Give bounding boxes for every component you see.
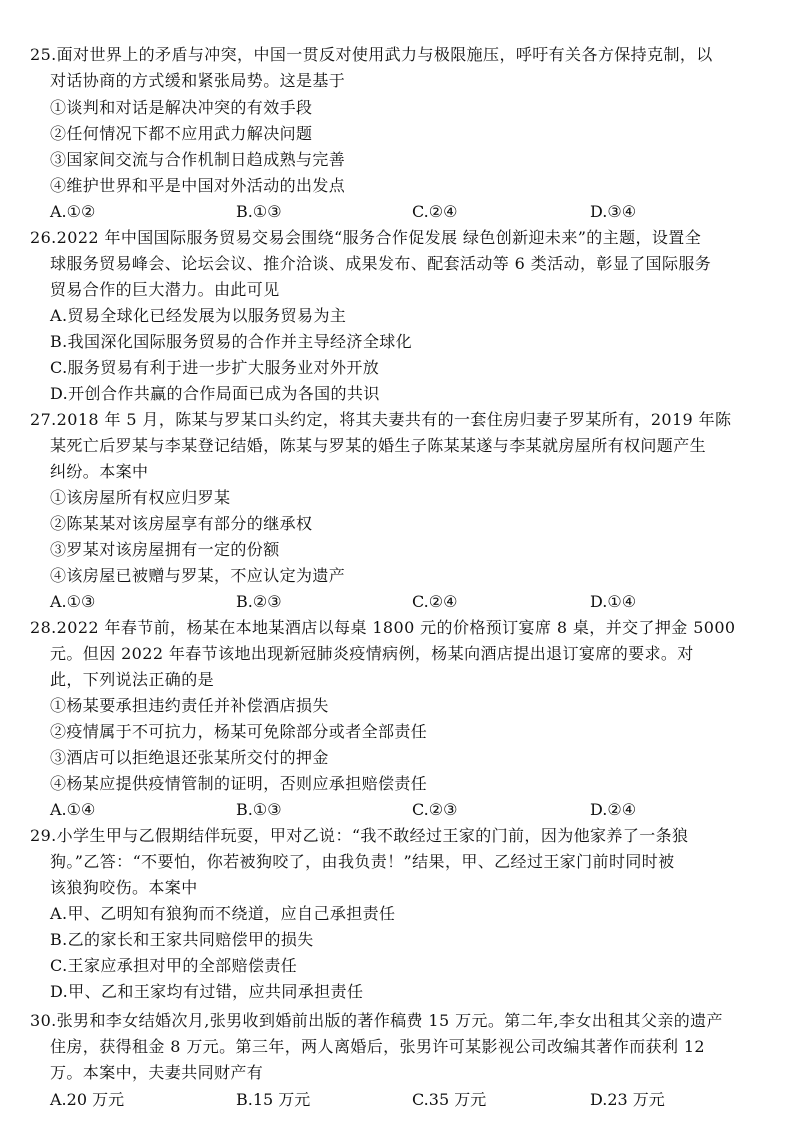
option-d[interactable]: D.③④ xyxy=(590,202,637,221)
statement-item: ①该房屋所有权应归罗某 xyxy=(50,488,231,507)
question-number: 30. xyxy=(30,1011,57,1030)
option-c[interactable]: C.王家应承担对甲的全部赔偿责任 xyxy=(50,956,298,975)
statement-item: ④杨某应提供疫情管制的证明，否则应承担赔偿责任 xyxy=(50,774,428,793)
statement-item: ②陈某某对该房屋享有部分的继承权 xyxy=(50,514,313,533)
question-stem: 小学生甲与乙假期结伴玩耍，甲对乙说：“我不敢经过王家的门前，因为他家养了一条狼 xyxy=(56,826,689,845)
question-26-line-1 xyxy=(30,228,701,248)
question-29-line-1 xyxy=(30,826,688,846)
question-stem: 2022 年春节前，杨某在本地某酒店以每桌 1800 元的价格预订宴席 8 桌，并交了押金 5000 xyxy=(56,618,736,637)
question-number: 26. xyxy=(30,228,57,247)
question-stem: 元。但因 2022 年春节该地出现新冠肺炎疫情病例，杨某向酒店提出退订宴席的要求。对 xyxy=(50,644,694,663)
statement-item: ①杨某要承担违约责任并补偿酒店损失 xyxy=(50,696,329,715)
question-stem: 狗。”乙答：“不要怕，你若被狗咬了，由我负责！”结果，甲、乙经过王家门前时同时被 xyxy=(50,852,675,871)
question-stem: 2022 年中国国际服务贸易交易会围绕“服务合作促发展 绿色创新迎未来”的主题，设置全 xyxy=(56,228,702,247)
question-stem: 住房，获得租金 8 万元。第三年，两人离婚后，张男许可某影视公司改编其著作而获利 12 xyxy=(50,1037,705,1056)
option-d[interactable]: D.23 万元 xyxy=(590,1090,665,1109)
option-a[interactable]: A.20 万元 xyxy=(50,1090,125,1109)
question-number: 28. xyxy=(30,618,57,637)
statement-item: ④维护世界和平是中国对外活动的出发点 xyxy=(50,176,346,195)
question-28-line-1 xyxy=(30,618,736,638)
option-d[interactable]: D.①④ xyxy=(590,592,637,611)
question-number: 25. xyxy=(30,45,57,64)
option-c[interactable]: C.②④ xyxy=(412,202,458,221)
option-a[interactable]: A.甲、乙明知有狼狗而不绕道，应自己承担责任 xyxy=(50,904,396,923)
option-c[interactable]: C.服务贸易有利于进一步扩大服务业对外开放 xyxy=(50,358,380,377)
option-b[interactable]: B.乙的家长和王家共同赔偿甲的损失 xyxy=(50,930,314,949)
option-c[interactable]: C.35 万元 xyxy=(412,1090,487,1109)
statement-item: ②疫情属于不可抗力，杨某可免除部分或者全部责任 xyxy=(50,722,428,741)
question-30-line-1 xyxy=(30,1011,723,1031)
question-number: 27. xyxy=(30,410,57,429)
option-d[interactable]: D.②④ xyxy=(590,800,637,819)
question-stem: 面对世界上的矛盾与冲突，中国一贯反对使用武力与极限施压，呼吁有关各方保持克制，以 xyxy=(56,45,713,64)
question-stem: 球服务贸易峰会、论坛会议、推介洽谈、成果发布、配套活动等 6 类活动，彰显了国际服务 xyxy=(50,254,712,273)
option-b[interactable]: B.15 万元 xyxy=(236,1090,311,1109)
statement-item: ④该房屋已被赠与罗某，不应认定为遗产 xyxy=(50,566,346,585)
option-c[interactable]: C.②④ xyxy=(412,592,458,611)
option-b[interactable]: B.①③ xyxy=(236,800,282,819)
question-stem: 纠纷。本案中 xyxy=(50,462,149,481)
question-25-line-1 xyxy=(30,45,713,65)
option-b[interactable]: B.②③ xyxy=(236,592,282,611)
statement-item: ③罗某对该房屋拥有一定的份额 xyxy=(50,540,280,559)
option-d[interactable]: D.开创合作共赢的合作局面已成为各国的共识 xyxy=(50,384,380,403)
question-stem: 张男和李女结婚次月,张男收到婚前出版的著作稿费 15 万元。第二年,李女出租其父亲的遗产 xyxy=(56,1011,723,1030)
option-c[interactable]: C.②③ xyxy=(412,800,458,819)
question-stem: 某死亡后罗某与李某登记结婚，陈某与罗某的婚生子陈某某遂与李某就房屋所有权问题产生 xyxy=(50,436,707,455)
question-stem: 对话协商的方式缓和紧张局势。这是基于 xyxy=(50,71,346,90)
option-b[interactable]: B.①③ xyxy=(236,202,282,221)
option-a[interactable]: A.贸易全球化已经发展为以服务贸易为主 xyxy=(50,306,347,325)
question-stem: 该狼狗咬伤。本案中 xyxy=(50,878,198,897)
option-a[interactable]: A.①④ xyxy=(50,800,96,819)
statement-item: ①谈判和对话是解决冲突的有效手段 xyxy=(50,98,313,117)
option-d[interactable]: D.甲、乙和王家均有过错，应共同承担责任 xyxy=(50,982,364,1001)
question-stem: 2018 年 5 月，陈某与罗某口头约定，将其夫妻共有的一套住房归妻子罗某所有，2019 年陈 xyxy=(56,410,732,429)
option-a[interactable]: A.①② xyxy=(50,202,96,221)
question-stem: 此，下列说法正确的是 xyxy=(50,670,215,689)
question-number: 29. xyxy=(30,826,57,845)
option-a[interactable]: A.①③ xyxy=(50,592,96,611)
question-stem: 万。本案中，夫妻共同财产有 xyxy=(50,1063,264,1082)
question-27-line-1 xyxy=(30,410,731,430)
question-stem: 贸易合作的巨大潜力。由此可见 xyxy=(50,280,280,299)
statement-item: ③酒店可以拒绝退还张某所交付的押金 xyxy=(50,748,329,767)
option-b[interactable]: B.我国深化国际服务贸易的合作并主导经济全球化 xyxy=(50,332,413,351)
statement-item: ②任何情况下都不应用武力解决问题 xyxy=(50,124,313,143)
statement-item: ③国家间交流与合作机制日趋成熟与完善 xyxy=(50,150,346,169)
